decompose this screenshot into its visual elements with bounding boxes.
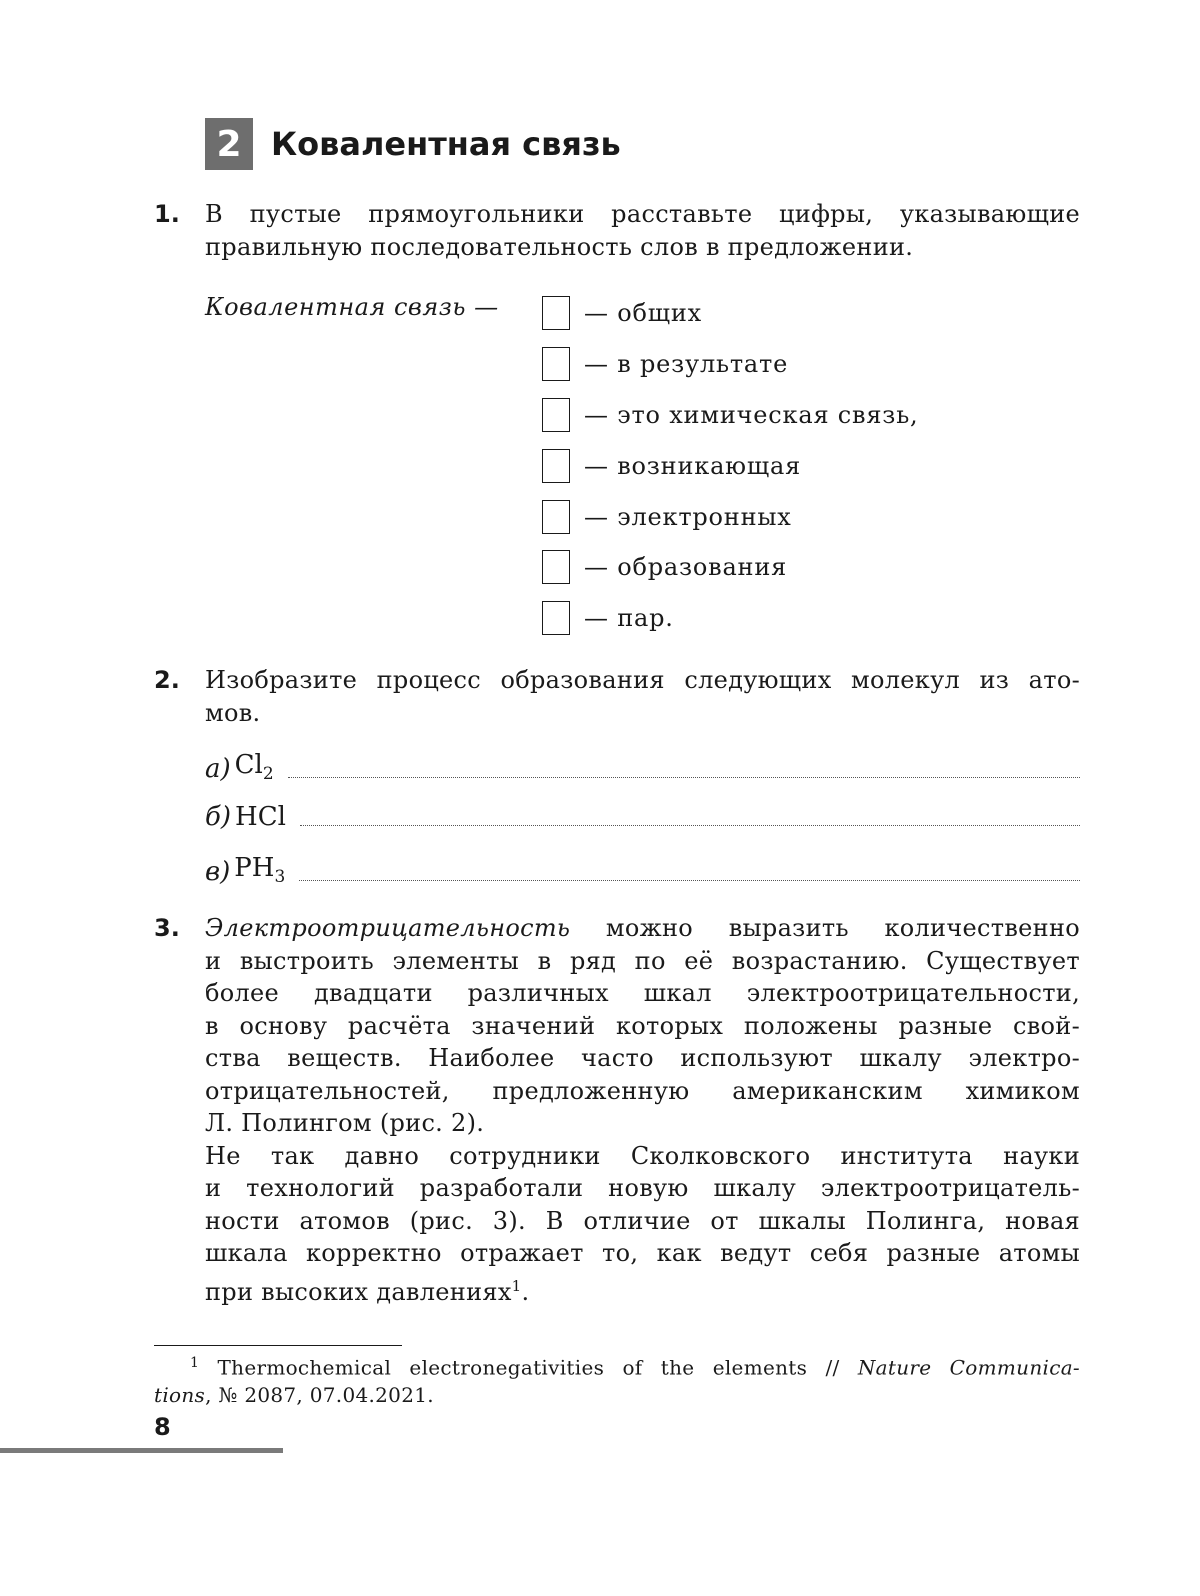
definition-item: [542, 593, 919, 644]
answer-line-a[interactable]: [288, 777, 1080, 778]
footnote-details: , № 2087, 07.04.2021.: [205, 1382, 434, 1407]
answer-box-5[interactable]: [542, 500, 570, 534]
definition-item: [542, 339, 919, 390]
answer-box-1[interactable]: [542, 296, 570, 330]
answer-box-2[interactable]: [542, 347, 570, 381]
definition-item: [542, 390, 919, 441]
molecule-row-b: [205, 802, 1080, 832]
term-electronegativity: Электроотрицательность: [205, 914, 571, 942]
definition-word: — возникающая: [584, 451, 802, 480]
definition-word: — образования: [584, 553, 788, 582]
task-3-line-end: .: [521, 1277, 530, 1306]
task-2-line: мов.: [205, 698, 261, 727]
molecule-row-c: [205, 853, 1080, 887]
formula-base: PH: [234, 853, 275, 883]
formula-subscript: 2: [262, 764, 274, 784]
task-3-line: ности атомов (рис. 3). В отличие от шкалы Полинга, новая: [205, 1206, 1080, 1235]
section-number: 2: [205, 118, 253, 170]
footnote-divider: [154, 1345, 402, 1346]
task-3-line: [205, 1270, 1080, 1309]
task-3-line: Не так давно сотрудники Сколковского института науки: [205, 1141, 1080, 1170]
task-3-line: шкала корректно отражает то, как ведут себя разные атомы: [205, 1239, 1080, 1267]
definition-item: [542, 288, 919, 339]
task-1-number: 1.: [154, 200, 180, 228]
answer-box-3[interactable]: [542, 398, 570, 432]
formula-base: HCl: [235, 802, 286, 832]
task-3-line: ства веществ. Наиболее часто используют шкалу электро-: [205, 1044, 1080, 1072]
definition-item: [542, 542, 919, 593]
footnote-reference[interactable]: 1: [511, 1276, 522, 1295]
task-1-line: В пустые прямоугольники расставьте цифры, указывающие: [205, 200, 1080, 228]
answer-box-4[interactable]: [542, 449, 570, 483]
answer-line-c[interactable]: [299, 880, 1080, 881]
task-3-line: более двадцати различных шкал электроотрицательности,: [205, 979, 1080, 1007]
answer-box-7[interactable]: [542, 601, 570, 635]
task-3-text: [205, 912, 1080, 1308]
definition-word: — пар.: [584, 604, 674, 633]
definition-word: — это химическая связь,: [584, 400, 919, 429]
task-2-text: [205, 664, 1080, 729]
answer-line-b[interactable]: [300, 825, 1080, 826]
molecule-letter: в): [205, 857, 231, 887]
footnote-line: [154, 1383, 434, 1407]
footnote-mark: 1: [190, 1355, 200, 1371]
page-number-bar: [0, 1448, 283, 1453]
definition-word: — электронных: [584, 502, 792, 531]
task-3-last-line: при высоких давлениях: [205, 1277, 512, 1306]
definition-item: [542, 491, 919, 542]
definition-list: [542, 288, 919, 644]
task-1-text: [205, 198, 1080, 263]
task-3-number: 3.: [154, 914, 180, 942]
footnote-journal-end: tions: [154, 1382, 206, 1407]
definition-word: — в результате: [584, 350, 789, 379]
molecule-formula: [235, 750, 274, 784]
page-number: 8: [154, 1413, 171, 1441]
footnote-line: [154, 1350, 1080, 1382]
formula-base: Cl: [234, 750, 263, 780]
molecule-formula: [235, 802, 286, 832]
task-3-line: [205, 912, 1080, 945]
task-2-line: Изобразите процесс образования следующих молекул из ато-: [205, 666, 1080, 694]
molecule-letter: а): [205, 754, 231, 784]
task-3-line-rest: можно выразить количественно: [570, 914, 1080, 942]
task-2-number: 2.: [154, 666, 180, 694]
formula-subscript: 3: [274, 867, 286, 887]
definition-lead: Ковалентная связь —: [205, 293, 499, 321]
section-heading: Ковалентная связь: [271, 125, 621, 163]
molecule-row-a: [205, 750, 1080, 784]
task-3-line: в основу расчёта значений которых положены разные свой-: [205, 1011, 1080, 1040]
footnote: [154, 1350, 1080, 1409]
footnote-journal: Nature Communica-: [857, 1355, 1080, 1380]
molecule-formula: [234, 853, 285, 887]
task-3-line: Л. Полингом (рис. 2).: [205, 1109, 485, 1137]
footnote-text: Thermochemical electronegativities of the elements //: [199, 1355, 858, 1380]
task-3-line: и выстроить элементы в ряд по её возрастанию. Существует: [205, 946, 1080, 975]
molecule-letter: б): [205, 802, 232, 832]
definition-word: — общих: [584, 299, 702, 328]
task-1-line: правильную последовательность слов в предложении.: [205, 232, 914, 261]
answer-box-6[interactable]: [542, 550, 570, 584]
section-title: [205, 118, 621, 170]
task-3-line: отрицательностей, предложенную американским химиком: [205, 1076, 1080, 1105]
task-3-line: и технологий разработали новую шкалу электроотрицатель-: [205, 1174, 1080, 1202]
definition-item: [542, 440, 919, 491]
